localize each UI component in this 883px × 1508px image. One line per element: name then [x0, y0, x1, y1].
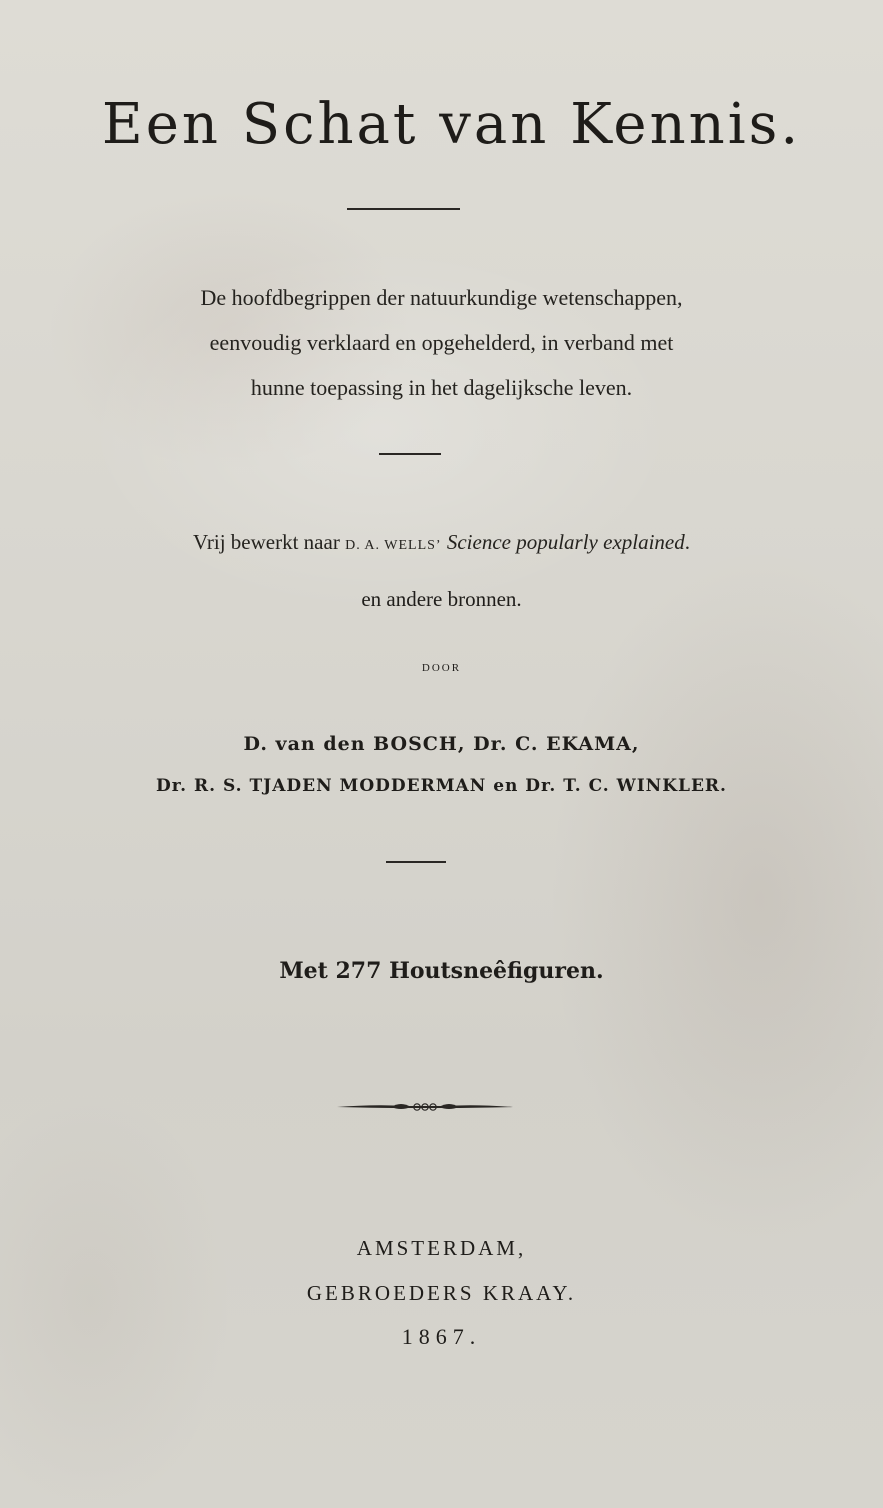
book-subtitle	[0, 275, 883, 410]
imprint-year: 1867.	[401, 1324, 482, 1349]
source-author: D. A. WELLS’	[345, 538, 442, 553]
authors-line: D. van den BOSCH, Dr. C. EKAMA,	[243, 733, 640, 755]
figures-note: Met 277 Houtsneêfiguren.	[279, 958, 604, 984]
imprint-city: AMSTERDAM,	[356, 1236, 527, 1260]
divider-rule	[347, 208, 460, 210]
authors-line: Dr. R. S. TJADEN MODDERMAN en Dr. T. C. WINKLER.	[156, 776, 727, 796]
divider-rule	[379, 453, 441, 455]
based-on-suffix: .	[684, 530, 691, 554]
ornament-divider	[335, 1096, 515, 1116]
by-label: DOOR	[421, 662, 462, 674]
imprint-publisher: GEBROEDERS KRAAY.	[306, 1281, 577, 1305]
based-on-line	[0, 530, 883, 555]
subtitle-line: eenvoudig verklaard en opgehelderd, in verband met	[209, 330, 674, 355]
divider-rule	[386, 861, 446, 863]
source-work: Science popularly explained	[446, 530, 685, 554]
subtitle-line: hunne toepassing in het dagelijksche leven.	[250, 375, 633, 400]
book-title: Een Schat van Kennis.	[101, 92, 802, 157]
subtitle-line: De hoofdbegrippen der natuurkundige wetenschappen,	[200, 285, 683, 310]
based-on-prefix: Vrij bewerkt naar	[192, 530, 340, 554]
other-sources: en andere bronnen.	[361, 587, 522, 611]
